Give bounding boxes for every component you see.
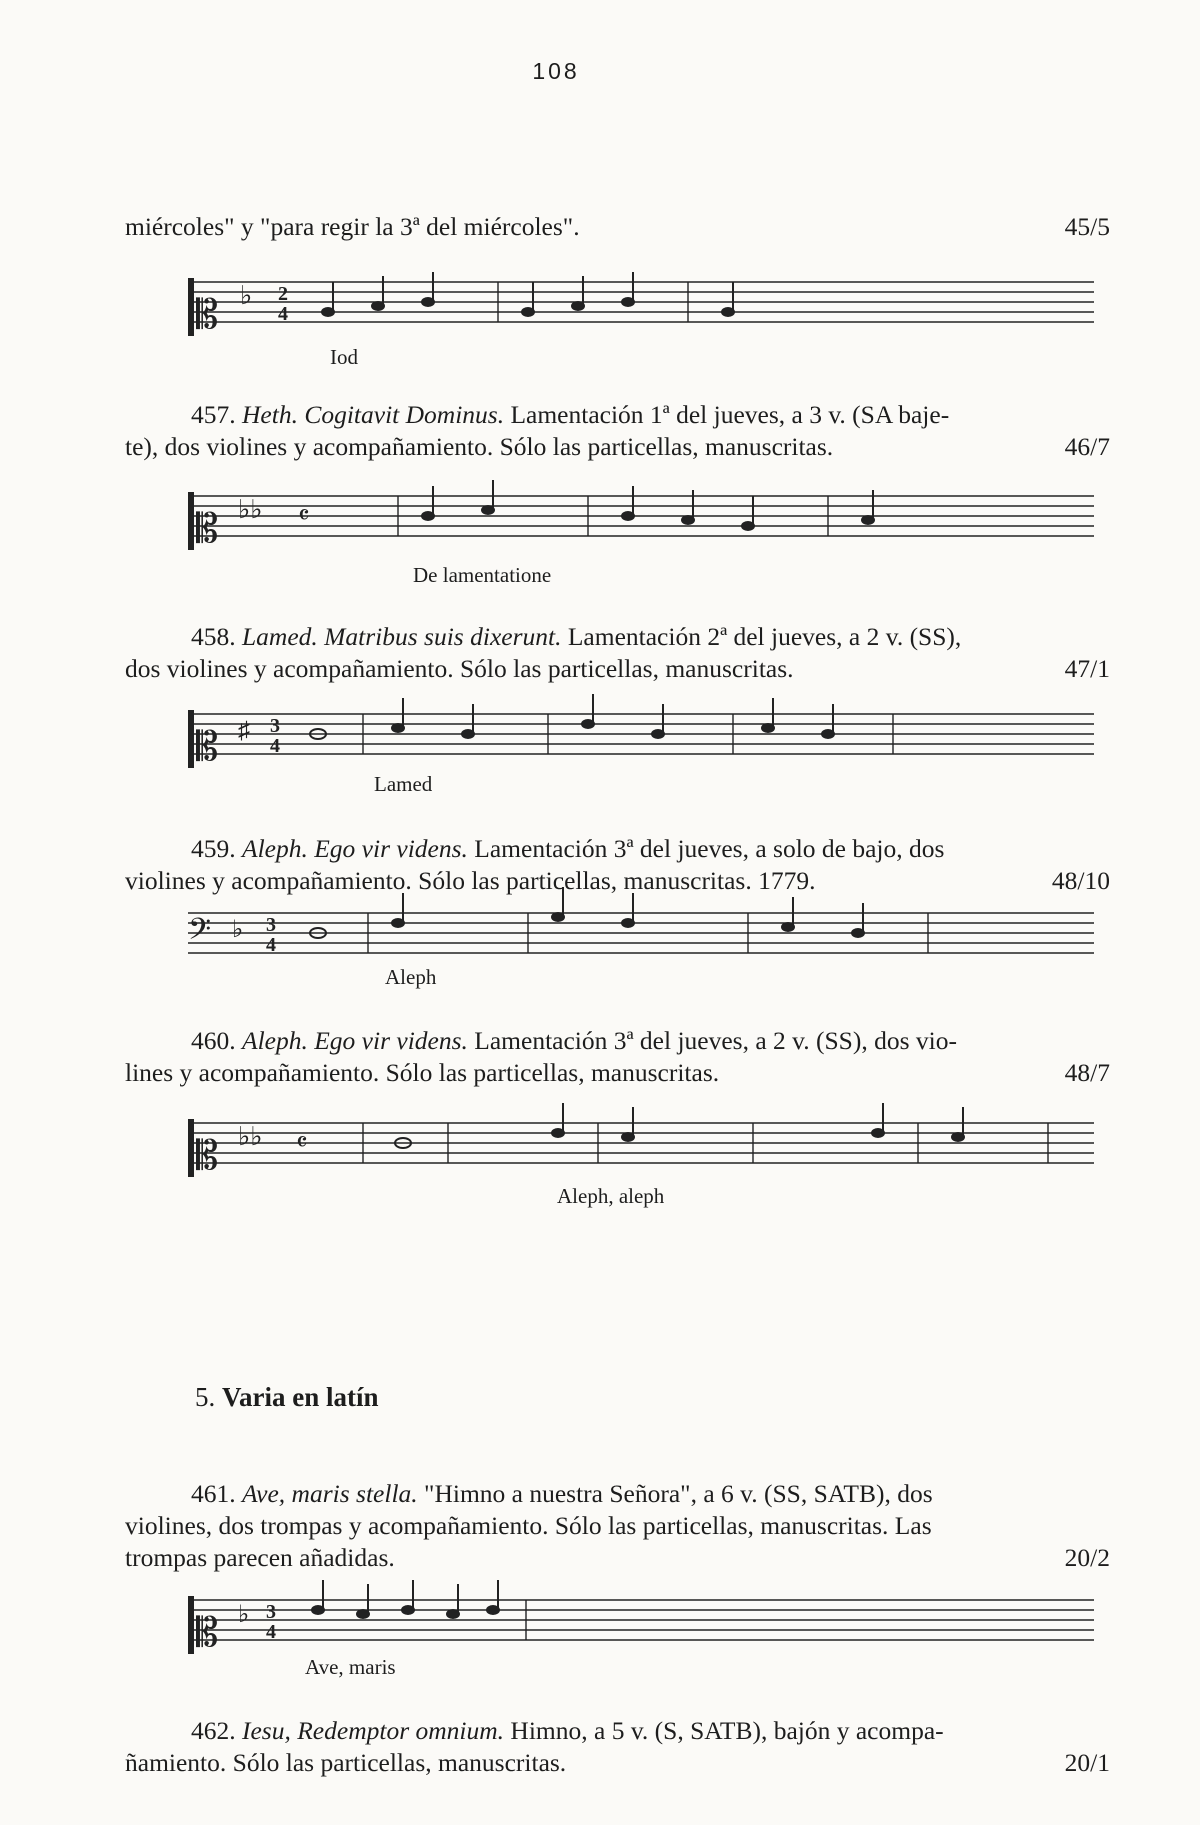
entry-457-line1: Lamentación 1ª del jueves, a 3 v. (SA baje- bbox=[504, 400, 950, 429]
svg-text:3: 3 bbox=[270, 715, 280, 737]
svg-text:3: 3 bbox=[266, 914, 276, 936]
entry-457-line2: te), dos violines y acompañamiento. Sólo las particellas, manuscritas. bbox=[125, 432, 834, 461]
svg-text:♭: ♭ bbox=[238, 1602, 250, 1628]
svg-text:𝄡: 𝄡 bbox=[196, 292, 219, 338]
music-incipit-457 bbox=[188, 490, 1094, 554]
entry-459-line1: Lamentación 3ª del jueves, a solo de bajo, dos bbox=[467, 834, 945, 863]
entry-459 bbox=[125, 833, 1110, 897]
entry-459-line2: violines y acompañamiento. Sólo las particellas, manuscritas. 1779. bbox=[125, 866, 816, 895]
svg-text:♭♭: ♭♭ bbox=[238, 495, 263, 524]
music-incipit-456 bbox=[188, 276, 1094, 340]
svg-text:♭: ♭ bbox=[240, 281, 253, 310]
incipit-text-459: Aleph bbox=[385, 965, 437, 989]
svg-text:𝄡: 𝄡 bbox=[196, 1133, 219, 1179]
entry-461-number: 461. bbox=[191, 1479, 236, 1508]
entry-459-number: 459. bbox=[191, 834, 236, 863]
incipit-text-456: Iod bbox=[330, 345, 358, 369]
entry-459-title: Aleph. Ego vir videns. bbox=[242, 834, 468, 863]
svg-text:𝄴: 𝄴 bbox=[298, 501, 310, 530]
entry-462-ref: 20/1 bbox=[1064, 1748, 1110, 1777]
svg-text:♭♭: ♭♭ bbox=[238, 1122, 263, 1151]
entry-456 bbox=[125, 211, 1110, 243]
entry-462-line1: Himno, a 5 v. (S, SATB), bajón y acompa- bbox=[504, 1716, 944, 1745]
svg-text:𝄡: 𝄡 bbox=[196, 724, 219, 770]
music-incipit-461 bbox=[188, 1594, 1094, 1658]
svg-text:4: 4 bbox=[278, 303, 288, 325]
entry-462 bbox=[125, 1715, 1110, 1779]
music-incipit-458 bbox=[188, 708, 1094, 772]
music-staff-icon bbox=[188, 490, 1094, 554]
entry-457 bbox=[125, 399, 1110, 463]
entry-460-title: Aleph. Ego vir videns. bbox=[242, 1026, 468, 1055]
svg-text:2: 2 bbox=[278, 283, 288, 305]
entry-460-ref: 48/7 bbox=[1064, 1058, 1110, 1087]
entry-458-number: 458. bbox=[191, 622, 236, 651]
entry-461-line1: "Himno a nuestra Señora", a 6 v. (SS, SATB), dos bbox=[417, 1479, 933, 1508]
music-staff-icon bbox=[188, 1117, 1094, 1181]
section-title: Varia en latín bbox=[222, 1382, 379, 1412]
entry-458-title: Lamed. Matribus suis dixerunt. bbox=[242, 622, 562, 651]
incipit-text-457: De lamentatione bbox=[413, 563, 552, 587]
section-heading bbox=[195, 1382, 379, 1413]
incipit-text-458: Lamed bbox=[374, 772, 433, 796]
entry-458-line1: Lamentación 2ª del jueves, a 2 v. (SS), bbox=[561, 622, 962, 651]
entry-460 bbox=[125, 1025, 1110, 1089]
entry-456-text: miércoles" y "para regir la 3ª del miércoles". bbox=[125, 212, 580, 241]
entry-458-line2: dos violines y acompañamiento. Sólo las particellas, manuscritas. bbox=[125, 654, 794, 683]
entry-461-line3: trompas parecen añadidas. bbox=[125, 1543, 395, 1572]
incipit-text-460: Aleph, aleph bbox=[557, 1184, 665, 1208]
entry-462-number: 462. bbox=[191, 1716, 236, 1745]
svg-text:𝄡: 𝄡 bbox=[196, 506, 219, 552]
entry-462-line2: ñamiento. Sólo las particellas, manuscritas. bbox=[125, 1748, 567, 1777]
svg-text:4: 4 bbox=[266, 1621, 276, 1643]
svg-text:♭: ♭ bbox=[232, 917, 244, 943]
entry-457-ref: 46/7 bbox=[1064, 432, 1110, 461]
entry-460-number: 460. bbox=[191, 1026, 236, 1055]
svg-text:𝄴: 𝄴 bbox=[296, 1128, 308, 1157]
entry-456-ref: 45/5 bbox=[1064, 212, 1110, 241]
entry-461-ref: 20/2 bbox=[1064, 1543, 1110, 1572]
incipit-text-461: Ave, maris bbox=[305, 1655, 396, 1679]
section-number: 5. bbox=[195, 1382, 216, 1412]
music-staff-icon bbox=[188, 1594, 1094, 1658]
entry-461-line2: violines, dos trompas y acompañamiento. Sólo las particellas, manuscritas. Las bbox=[125, 1511, 932, 1540]
music-staff-icon bbox=[188, 276, 1094, 340]
entry-457-number: 457. bbox=[191, 400, 236, 429]
svg-text:𝄢: 𝄢 bbox=[188, 913, 212, 954]
entry-458 bbox=[125, 621, 1110, 685]
music-staff-icon bbox=[188, 907, 1094, 971]
svg-text:𝄡: 𝄡 bbox=[196, 1610, 219, 1656]
entry-458-ref: 47/1 bbox=[1064, 654, 1110, 683]
entry-462-title: Iesu, Redemptor omnium. bbox=[242, 1716, 505, 1745]
svg-text:♯: ♯ bbox=[238, 718, 250, 744]
entry-460-line1: Lamentación 3ª del jueves, a 2 v. (SS), dos vio- bbox=[467, 1026, 957, 1055]
svg-text:3: 3 bbox=[266, 1601, 276, 1623]
entry-457-title: Heth. Cogitavit Dominus. bbox=[242, 400, 505, 429]
music-incipit-459 bbox=[188, 907, 1094, 971]
svg-text:4: 4 bbox=[270, 735, 280, 757]
entry-459-ref: 48/10 bbox=[1051, 866, 1110, 895]
entry-461 bbox=[125, 1478, 1110, 1574]
music-incipit-460 bbox=[188, 1117, 1094, 1181]
music-staff-icon bbox=[188, 708, 1094, 772]
page-number: 108 bbox=[532, 58, 580, 84]
entry-460-line2: lines y acompañamiento. Sólo las particellas, manuscritas. bbox=[125, 1058, 720, 1087]
svg-text:4: 4 bbox=[266, 934, 276, 956]
entry-461-title: Ave, maris stella. bbox=[242, 1479, 418, 1508]
